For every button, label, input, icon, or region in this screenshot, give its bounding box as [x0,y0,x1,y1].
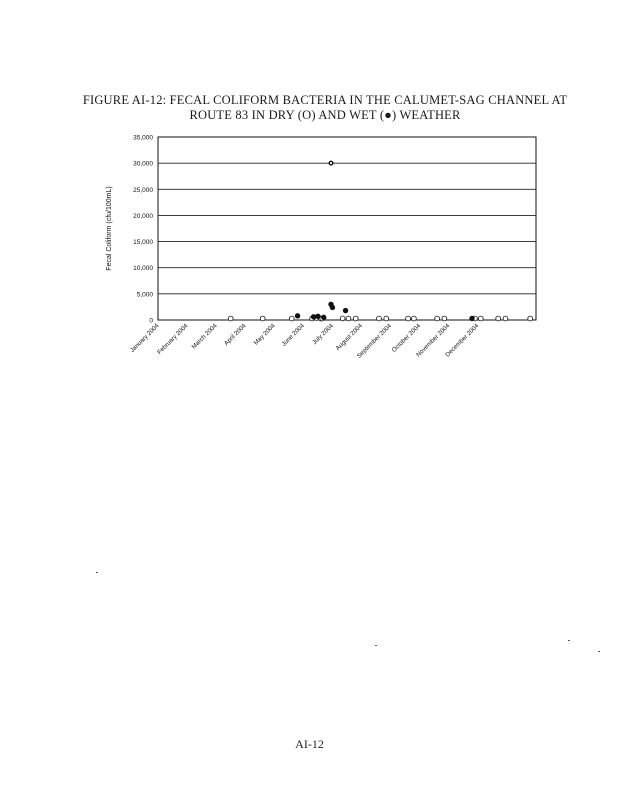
data-point-wet [316,314,321,319]
data-point-dry [503,316,508,321]
x-tick-label: December 2004 [444,322,481,359]
data-point-dry [406,316,411,321]
data-point-dry [346,316,351,321]
data-point-dry [377,316,382,321]
y-tick-label: 35,000 [133,134,153,142]
data-point-wet [295,314,300,319]
x-tick-label: November 2004 [415,322,452,359]
data-point-dry [228,316,233,321]
x-tick-label: May 2004 [252,322,277,347]
data-point-dry [496,316,501,321]
y-tick-label: 0 [149,317,153,325]
scan-speck [96,572,98,573]
x-tick-label: August 2004 [334,322,364,352]
data-point-outlier [329,161,333,165]
scan-speck [375,645,377,646]
x-tick-label: July 2004 [311,322,335,347]
figure-title-line1: FIGURE AI-12: FECAL COLIFORM BACTERIA IN THE CALUMET-SAG CHANNEL AT [82,93,568,107]
data-point-wet [343,308,348,313]
x-tick-label: March 2004 [190,322,219,351]
data-point-dry [353,316,358,321]
y-axis-label: Fecal Coliform (cfu/100mL) [106,186,113,271]
x-tick-label: February 2004 [156,322,190,356]
x-tick-label: January 2004 [128,322,161,354]
x-tick-label: September 2004 [355,322,394,360]
data-point-dry [289,316,294,321]
data-point-dry [340,316,345,321]
x-tick-label: October 2004 [390,322,423,354]
data-point-wet [321,315,326,320]
data-point-wet [311,315,316,320]
plot-frame [158,137,536,320]
data-point-dry [384,316,389,321]
page-number: AI-12 [295,737,324,751]
scan-speck [568,640,570,641]
data-point-dry [528,316,533,321]
y-tick-label: 20,000 [133,212,153,220]
data-point-wet [470,316,475,321]
data-point-dry [260,316,265,321]
x-tick-label: April 2004 [222,322,248,348]
x-tick-label: June 2004 [280,322,306,348]
figure-title-line2: ROUTE 83 IN DRY (O) AND WET (●) WEATHER [189,108,461,122]
y-tick-label: 25,000 [133,186,153,194]
y-tick-label: 15,000 [133,239,153,247]
data-point-wet [330,305,335,310]
data-point-dry [411,316,416,321]
y-tick-label: 5,000 [136,291,153,299]
data-point-dry [478,316,483,321]
data-point-dry [442,316,447,321]
y-tick-label: 30,000 [133,160,153,168]
scan-speck [598,651,600,652]
y-tick-label: 10,000 [133,265,153,273]
data-point-dry [435,316,440,321]
